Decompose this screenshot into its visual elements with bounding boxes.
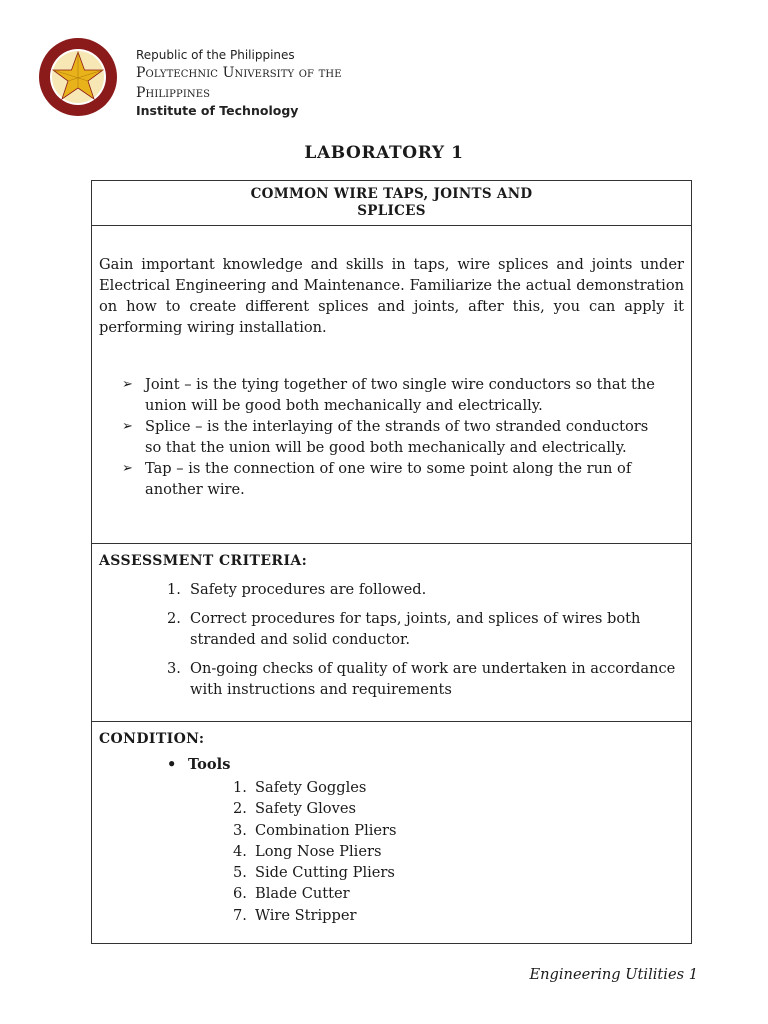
arrow-bullet-icon: ➢ xyxy=(122,461,133,476)
objective-box xyxy=(91,225,692,544)
institute-name: Institute of Technology xyxy=(136,103,299,118)
assessment-list xyxy=(99,579,684,700)
list-item: 7. Wire Stripper xyxy=(233,906,357,924)
university-name-line2: Philippines xyxy=(136,85,211,101)
list-item: 1. Safety Goggles xyxy=(233,779,367,796)
arrow-bullet-icon: ➢ xyxy=(122,377,133,392)
university-name-line1: Polytechnic University of the xyxy=(136,65,342,81)
definition-item: ➢ Tap – is the connection of one wire to some point along the run of another wire. xyxy=(122,460,632,498)
bullet-dot-icon: • xyxy=(167,756,177,773)
page-footer: Engineering Utilities 1 xyxy=(529,966,698,983)
list-item: 5. Side Cutting Pliers xyxy=(233,864,395,882)
condition-label: CONDITION: xyxy=(99,731,205,747)
objective-text: Gain important knowledge and skills in taps, wire splices and joints under Electrical Engineering and Maintenance. Familiarize the actual demonstration on how to create different splices and joints, after this, you can apply it performing wiring installation. xyxy=(99,256,684,336)
lab-title: LABORATORY 1 xyxy=(304,143,464,163)
list-item: 3. On-going checks of quality of work are undertaken in accordance with instructions and requirements xyxy=(167,660,676,698)
document-header xyxy=(38,37,638,121)
tools-list xyxy=(233,777,397,926)
condition-box xyxy=(91,721,692,944)
university-seal xyxy=(38,37,118,117)
activity-title-box xyxy=(91,180,692,226)
activity-title: COMMON WIRE TAPS, JOINTS AND SPLICES xyxy=(250,186,533,219)
list-item: 3. Combination Pliers xyxy=(233,821,397,839)
definition-item: ➢ Joint – is the tying together of two single wire conductors so that the union will be good both mechanically and electrically. xyxy=(122,376,655,414)
list-item: 4. Long Nose Pliers xyxy=(233,842,382,860)
assessment-label: ASSESSMENT CRITERIA: xyxy=(99,553,308,569)
list-item: 1. Safety procedures are followed. xyxy=(167,581,427,598)
arrow-bullet-icon: ➢ xyxy=(122,419,133,434)
country-label: Republic of the Philippines xyxy=(136,48,295,62)
list-item: 2. Correct procedures for taps, joints, and splices of wires both stranded and solid conductor. xyxy=(167,610,641,648)
tools-heading: • Tools xyxy=(167,756,231,773)
institution-block xyxy=(136,48,342,119)
definition-item: ➢ Splice – is the interlaying of the strands of two stranded conductors so that the union will be good both mechanically and electrically. xyxy=(122,418,649,456)
definition-list xyxy=(122,374,662,500)
assessment-box xyxy=(91,543,692,722)
list-item: 2. Safety Gloves xyxy=(233,800,356,818)
list-item: 6. Blade Cutter xyxy=(233,885,350,903)
